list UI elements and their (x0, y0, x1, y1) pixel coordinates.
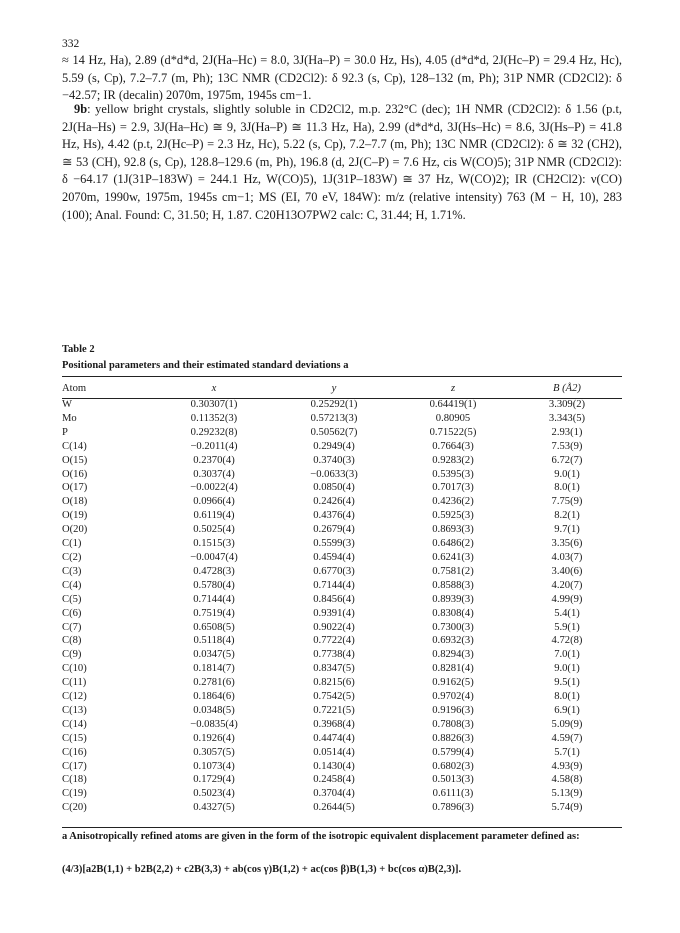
positional-parameters-table (62, 378, 622, 815)
cell-x: −0.0835(4) (190, 718, 238, 730)
cell-b: 5.9(1) (554, 621, 580, 633)
cell-y: 0.3740(3) (313, 454, 355, 466)
cell-x: 0.3037(4) (193, 468, 235, 480)
cell-x: 0.1729(4) (193, 774, 235, 786)
cell-b: 4.59(7) (551, 732, 583, 744)
cell-atom: C(18) (62, 774, 87, 786)
cell-x: 0.5780(4) (193, 579, 235, 591)
cell-y: 0.8456(4) (313, 593, 355, 605)
cell-z: 0.6486(2) (432, 538, 474, 550)
cell-z: 0.5013(3) (432, 774, 474, 786)
cell-y: 0.7722(4) (313, 635, 355, 647)
cell-y: 0.0514(4) (313, 746, 355, 758)
cell-b: 5.13(9) (551, 788, 583, 800)
cell-atom: C(8) (62, 635, 82, 647)
cell-z: 0.9196(3) (432, 704, 474, 716)
cell-y: −0.0633(3) (310, 468, 358, 480)
cell-b: 8.0(1) (554, 482, 580, 494)
cell-b: 9.0(1) (554, 468, 580, 480)
cell-x: 0.1864(6) (193, 691, 235, 703)
cell-x: −0.0022(4) (190, 482, 238, 494)
cell-y: 0.3968(4) (313, 718, 355, 730)
table-row (62, 454, 622, 468)
cell-b: 8.2(1) (554, 510, 580, 522)
cell-x: 0.30307(1) (190, 399, 238, 410)
cell-b: 4.20(7) (551, 579, 583, 591)
cell-x: −0.0047(4) (190, 551, 238, 563)
cell-atom: C(14) (62, 440, 87, 452)
displacement-formula: (4/3)[a2B(1,1) + b2B(2,2) + c2B(3,3) + ab(cos γ)B(1,2) + ac(cos β)B(1,3) + bc(cos α)B(2,3)]. (62, 864, 462, 875)
cell-b: 3.343(5) (548, 412, 586, 424)
table-row (62, 537, 622, 551)
table-row (62, 440, 622, 454)
cell-z: 0.9162(5) (432, 677, 474, 689)
cell-y: 0.2949(4) (313, 440, 355, 452)
table-row (62, 426, 622, 440)
cell-atom: C(4) (62, 579, 82, 591)
cell-y: 0.2644(5) (313, 802, 355, 814)
cell-z: 0.6111(3) (432, 788, 474, 800)
table-row (62, 523, 622, 537)
body-paragraph-2 (62, 101, 622, 224)
header-b: B (Å2) (553, 382, 581, 394)
cell-x: 0.0347(5) (193, 649, 235, 661)
cell-x: 0.2370(4) (193, 454, 235, 466)
table-row (62, 593, 622, 607)
cell-z: 0.4236(2) (432, 496, 474, 508)
table-row (62, 579, 622, 593)
table-title: Table 2 (62, 344, 95, 355)
cell-x: 0.4327(5) (193, 802, 235, 814)
table-top-rule (62, 376, 622, 377)
cell-atom: C(19) (62, 788, 87, 800)
cell-x: 0.2781(6) (193, 677, 235, 689)
cell-z: 0.9702(4) (432, 691, 474, 703)
table-row (62, 634, 622, 648)
cell-b: 4.93(9) (551, 760, 583, 772)
table-row (62, 495, 622, 509)
cell-atom: C(12) (62, 691, 87, 703)
cell-z: 0.7017(3) (432, 482, 474, 494)
table-row (62, 565, 622, 579)
table-row (62, 607, 622, 621)
cell-y: 0.2679(4) (313, 524, 355, 536)
cell-z: 0.7896(3) (432, 802, 474, 814)
cell-z: 0.8939(3) (432, 593, 474, 605)
body-paragraph-1: ≈ 14 Hz, Ha), 2.89 (d*d*d, 2J(Ha–Hc) = 8.0, 3J(Ha–P) = 30.0 Hz, Hs), 4.05 (d*d*d, 2J(Hc–P) = 29.4 Hz, Hc), 5.59 (s, Cp), 7.2–7.7 (m, Ph); 13C NMR (CD2Cl2): δ 92.3 (s, Cp), 128–132 (m, Ph); 31P NMR (CD2Cl2): δ −42.57; IR (decalin) 2070m, 1975m, 1945s cm−1. (62, 53, 622, 103)
cell-b: 7.53(9) (551, 440, 583, 452)
cell-b: 4.58(8) (551, 774, 583, 786)
table-row (62, 648, 622, 662)
header-y: y (331, 382, 337, 394)
page-number: 332 (62, 38, 80, 50)
cell-atom: C(9) (62, 649, 82, 661)
cell-z: 0.8588(3) (432, 579, 474, 591)
cell-x: 0.7519(4) (193, 607, 235, 619)
cell-atom: O(17) (62, 482, 88, 494)
cell-b: 9.7(1) (554, 524, 580, 536)
cell-z: 0.5395(3) (432, 468, 474, 480)
table-footnote: a Anisotropically refined atoms are given in the form of the isotropic equivalent displacement parameter defined as: (62, 831, 580, 842)
cell-y: 0.7738(4) (313, 649, 355, 661)
cell-z: 0.7300(3) (432, 621, 474, 633)
cell-b: 4.72(8) (551, 635, 583, 647)
cell-x: 0.11352(3) (190, 412, 238, 424)
cell-z: 0.8294(3) (432, 649, 474, 661)
cell-y: 0.3704(4) (313, 788, 355, 800)
table-row (62, 481, 622, 495)
cell-atom: C(14) (62, 718, 87, 730)
cell-atom: C(10) (62, 663, 87, 675)
cell-y: 0.2426(4) (313, 496, 355, 508)
cell-z: 0.7808(3) (432, 718, 474, 730)
cell-y: 0.4474(4) (313, 732, 355, 744)
cell-b: 3.309(2) (548, 399, 586, 410)
compound-label: 9b (74, 102, 88, 116)
cell-b: 9.5(1) (554, 677, 580, 689)
cell-z: 0.7581(2) (432, 565, 474, 577)
cell-atom: Mo (62, 412, 77, 424)
cell-z: 0.80905 (435, 412, 471, 424)
cell-y: 0.7542(5) (313, 691, 355, 703)
cell-y: 0.5599(3) (313, 538, 355, 550)
table-row (62, 732, 622, 746)
table-header-row (62, 378, 622, 398)
cell-y: 0.25292(1) (310, 399, 358, 410)
cell-z: 0.9283(2) (432, 454, 474, 466)
table-row (62, 787, 622, 801)
cell-y: 0.57213(3) (310, 412, 358, 424)
cell-z: 0.8281(4) (432, 663, 474, 675)
cell-y: 0.7221(5) (313, 704, 355, 716)
cell-atom: O(18) (62, 496, 88, 508)
cell-atom: C(3) (62, 565, 82, 577)
cell-atom: O(15) (62, 454, 88, 466)
cell-atom: C(20) (62, 802, 87, 814)
table-row (62, 760, 622, 774)
cell-x: 0.7144(4) (193, 593, 235, 605)
cell-y: 0.6770(3) (313, 565, 355, 577)
table-row (62, 509, 622, 523)
header-atom: Atom (62, 382, 87, 394)
cell-y: 0.8215(6) (313, 677, 355, 689)
cell-x: 0.29232(8) (190, 426, 238, 438)
cell-z: 0.5799(4) (432, 746, 474, 758)
cell-atom: C(6) (62, 607, 82, 619)
cell-z: 0.71522(5) (429, 426, 477, 438)
cell-x: 0.5118(4) (193, 635, 235, 647)
table-row (62, 690, 622, 704)
cell-x: 0.6508(5) (193, 621, 235, 633)
cell-x: 0.0348(5) (193, 704, 235, 716)
cell-x: 0.1926(4) (193, 732, 235, 744)
cell-atom: C(1) (62, 538, 82, 550)
cell-b: 4.03(7) (551, 551, 583, 563)
cell-b: 6.72(7) (551, 454, 583, 466)
cell-b: 5.7(1) (554, 746, 580, 758)
cell-y: 0.1430(4) (313, 760, 355, 772)
cell-atom: C(17) (62, 760, 87, 772)
cell-atom: C(16) (62, 746, 87, 758)
header-x: x (211, 382, 217, 394)
cell-z: 0.5925(3) (432, 510, 474, 522)
cell-x: 0.0966(4) (193, 496, 235, 508)
cell-z: 0.8826(3) (432, 732, 474, 744)
table-row (62, 621, 622, 635)
cell-y: 0.8347(5) (313, 663, 355, 675)
cell-atom: C(15) (62, 732, 87, 744)
cell-y: 0.9022(4) (313, 621, 355, 633)
cell-atom: O(16) (62, 468, 88, 480)
cell-b: 5.74(9) (551, 802, 583, 814)
table-body (62, 398, 622, 815)
cell-z: 0.7664(3) (432, 440, 474, 452)
table-row (62, 746, 622, 760)
table-row (62, 704, 622, 718)
cell-b: 6.9(1) (554, 704, 580, 716)
table-row (62, 398, 622, 412)
cell-atom: C(5) (62, 593, 82, 605)
cell-atom: C(11) (62, 677, 87, 689)
cell-b: 5.09(9) (551, 718, 583, 730)
cell-atom: C(13) (62, 704, 87, 716)
table-row (62, 773, 622, 787)
cell-x: 0.4728(3) (193, 565, 235, 577)
table-bottom-rule (62, 827, 622, 828)
cell-b: 2.93(1) (551, 426, 583, 438)
cell-y: 0.7144(4) (313, 579, 355, 591)
cell-x: −0.2011(4) (190, 440, 238, 452)
table-row (62, 468, 622, 482)
cell-y: 0.4376(4) (313, 510, 355, 522)
cell-x: 0.6119(4) (193, 510, 235, 522)
cell-b: 9.0(1) (554, 663, 580, 675)
cell-y: 0.2458(4) (313, 774, 355, 786)
cell-x: 0.3057(5) (193, 746, 235, 758)
cell-b: 3.40(6) (551, 565, 583, 577)
cell-x: 0.1515(3) (193, 538, 235, 550)
cell-b: 7.0(1) (554, 649, 580, 661)
cell-y: 0.4594(4) (313, 551, 355, 563)
cell-z: 0.6241(3) (432, 551, 474, 563)
header-z: z (450, 382, 456, 394)
table-caption: Positional parameters and their estimated standard deviations a (62, 360, 349, 371)
cell-x: 0.1814(7) (193, 663, 235, 675)
cell-z: 0.8693(3) (432, 524, 474, 536)
cell-y: 0.0850(4) (313, 482, 355, 494)
cell-x: 0.5025(4) (193, 524, 235, 536)
cell-atom: C(7) (62, 621, 82, 633)
cell-x: 0.5023(4) (193, 788, 235, 800)
cell-z: 0.8308(4) (432, 607, 474, 619)
table-row (62, 801, 622, 815)
cell-atom: P (62, 426, 68, 438)
table-row (62, 412, 622, 426)
table-row (62, 718, 622, 732)
cell-atom: C(2) (62, 551, 82, 563)
cell-z: 0.6932(3) (432, 635, 474, 647)
cell-z: 0.64419(1) (429, 399, 477, 410)
table-row (62, 676, 622, 690)
cell-b: 4.99(9) (551, 593, 583, 605)
cell-b: 3.35(6) (551, 538, 583, 550)
compound-description: : yellow bright crystals, slightly soluble in CD2Cl2, m.p. 232°C (dec); 1H NMR (CD2Cl2): δ 1.56 (p.t, 2J(Ha–Hs) = 2.9, 3J(Ha–Hc) ≅ 9, 3J(Ha–P) ≅ 11.3 Hz, Ha), 2.99 (d*d*d, 3J(Hs–Hc) = 8.6, 3J(Hs–P) = 41.8 Hz, Hs), 4.42 (p.t, 2J(Hc–P) = 2.3 Hz, Hc), 5.22 (s, Cp), 7.2–7.7 (m, Ph); 13C NMR (CD2Cl2): δ ≅ 32 (CH2), ≅ 53 (CH), 92.8 (s, Cp), 128.8–129.6 (m, Ph), 196.8 (d, 2J(C–P) = 7.6 Hz, cis W(CO)5); 31P NMR (CD2Cl2): δ −64.17 (1J(31P–183W) = 244.1 Hz, W(CO)5), 1J(31P–183W) ≅ 37 Hz, W(CO)2); IR (CH2Cl2): ν(CO) 2070m, 1990w, 1975m, 1945s cm−1; MS (EI, 70 eV, 184W): m/z (relative intensity) 763 (M − H, 10), 283 (100); Anal. Found: C, 31.50; H, 1.87. C20H13O7PW2 calc: C, 31.44; H, 1.71%. (62, 102, 622, 222)
cell-x: 0.1073(4) (193, 760, 235, 772)
cell-b: 8.0(1) (554, 691, 580, 703)
table-row (62, 662, 622, 676)
cell-b: 5.4(1) (554, 607, 580, 619)
cell-y: 0.50562(7) (310, 426, 358, 438)
cell-y: 0.9391(4) (313, 607, 355, 619)
cell-z: 0.6802(3) (432, 760, 474, 772)
table-row (62, 551, 622, 565)
cell-atom: W (62, 399, 72, 410)
cell-atom: O(19) (62, 510, 88, 522)
cell-b: 7.75(9) (551, 496, 583, 508)
cell-atom: O(20) (62, 524, 88, 536)
